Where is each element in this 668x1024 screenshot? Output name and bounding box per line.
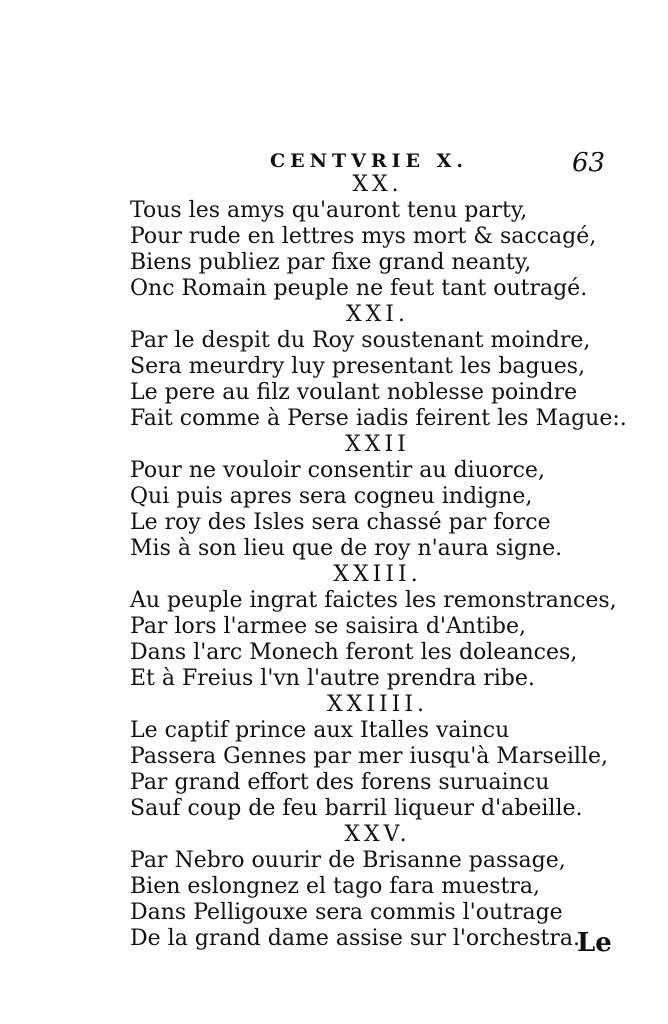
verse-line: Passera Gennes par mer iusqu'à Marseille, (130, 744, 608, 769)
quatrain (130, 172, 597, 302)
verse-line: Mis à son lieu que de roy n'aura signe. (130, 536, 563, 561)
quatrain (130, 692, 608, 822)
verse-line: Le captif prince aux Italles vaincu (130, 718, 510, 743)
verse-line: Par grand effort des forens suruaincu (130, 770, 550, 795)
verse-line: Et à Freius l'vn l'autre prendra ribe. (130, 666, 535, 691)
quatrain-heading: XXIII. (333, 562, 422, 587)
verse-line: Pour ne vouloir consentir au diuorce, (130, 458, 545, 483)
verse-line: Au peuple ingrat faictes les remonstrances, (130, 588, 617, 613)
quatrain-heading: XXIIII. (326, 692, 429, 717)
running-head: CENTVRIE X. (270, 150, 468, 172)
verse-line: Sera meurdry luy presentant les bagues, (130, 354, 586, 379)
verse-line: Biens publiez par fixe grand neanty, (130, 250, 532, 275)
verse-line: Qui puis apres sera cogneu indigne, (130, 484, 533, 509)
page-number: 63 (572, 148, 606, 178)
verse-line: Fait comme à Perse iadis feirent les Mague:. (130, 406, 627, 431)
verse-line: Sauf coup de feu barril liqueur d'abeille. (130, 796, 583, 821)
verse-line: Le roy des Isles sera chassé par force (130, 510, 551, 535)
verse-line: Pour rude en lettres mys mort & saccagé, (130, 224, 597, 249)
verse-line: De la grand dame assise sur l'orchestra. (130, 926, 580, 951)
verse-line: Par Nebro ouurir de Brisanne passage, (130, 848, 566, 873)
verse-line: Bien eslongnez el tago fara muestra, (130, 874, 541, 899)
verse-line: Onc Romain peuple ne feut tant outragé. (130, 276, 588, 301)
text-block (130, 172, 627, 952)
verse-line: Tous les amys qu'auront tenu party, (130, 198, 528, 223)
verse-line: Par le despit du Roy soustenant moindre, (130, 328, 591, 353)
verse-line: Dans l'arc Monech feront les doleances, (130, 640, 578, 665)
quatrain (130, 822, 590, 952)
verse-line: Dans Pelligouxe sera commis l'outrage (130, 900, 563, 925)
quatrain-heading: XXV. (344, 822, 411, 847)
quatrain-heading: XXI. (345, 302, 409, 327)
quatrain-heading: XXII (345, 432, 410, 457)
verse-line: Par lors l'armee se saisira d'Antibe, (130, 614, 526, 639)
quatrain (130, 562, 617, 692)
verse-line: Le pere au filz voulant noblesse poindre (130, 380, 578, 405)
quatrain-heading: XX. (352, 172, 403, 197)
quatrain (130, 432, 590, 562)
catchword: Le (577, 928, 612, 958)
quatrain (130, 302, 627, 432)
